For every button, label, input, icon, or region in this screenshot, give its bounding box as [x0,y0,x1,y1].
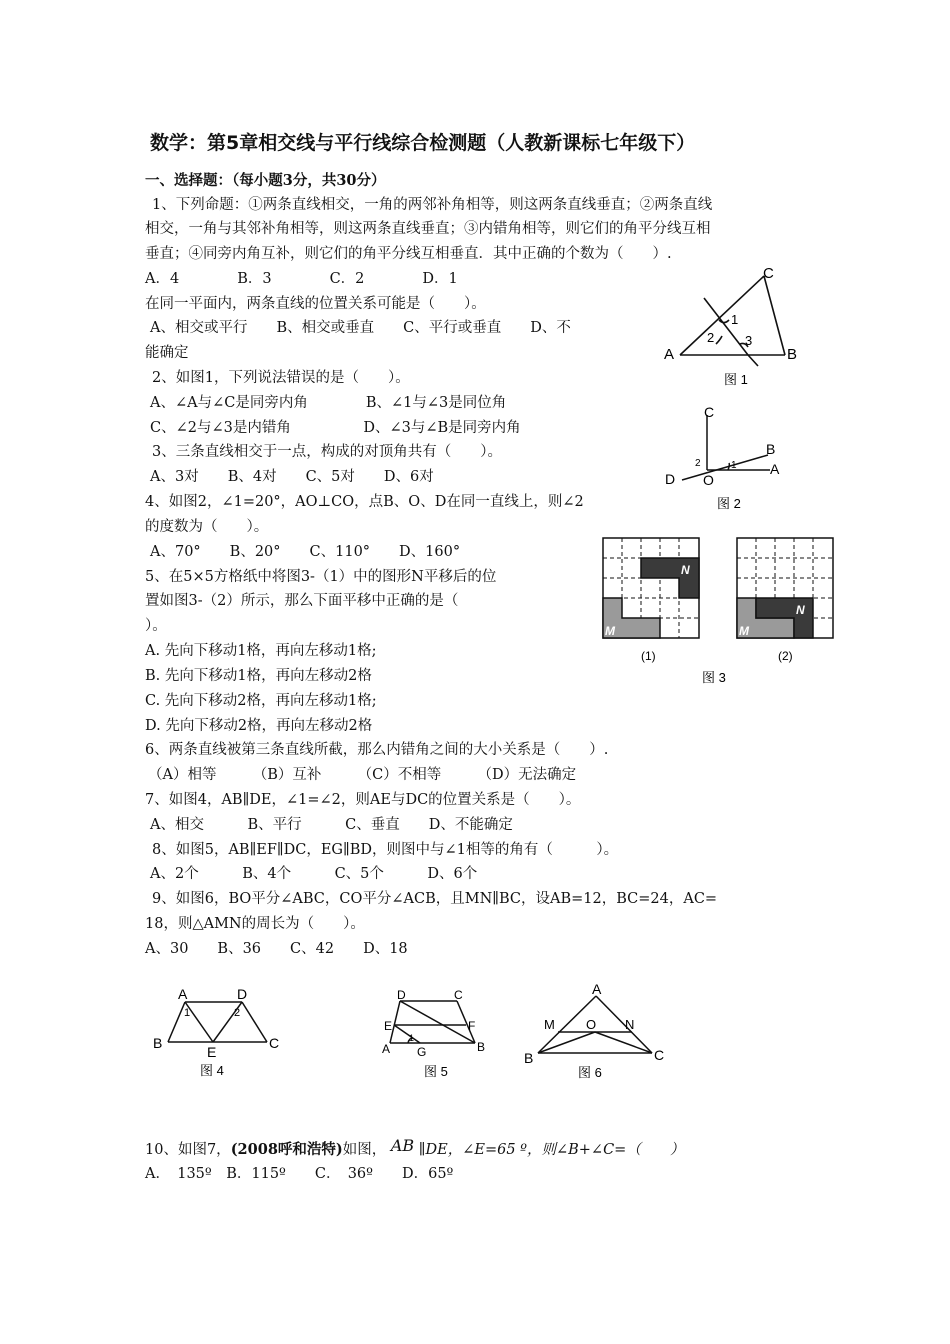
fig5-label: B [477,1040,486,1054]
fig5-label: A [382,1042,391,1056]
question-options: 能确定 [145,345,189,361]
question-line: 2、如图1，下列说法错误的是（ ）。 [152,370,410,386]
fig4-label: C [269,1035,280,1051]
question-line: 垂直；④同旁内角互补，则它们的角平分线互相垂直．其中正确的个数为（ ）. [145,246,672,262]
fig2-label: C [704,404,715,420]
figure-3 [595,532,845,687]
figure-caption: 图 6 [578,1065,602,1080]
fig1-label: A [664,346,675,363]
fig3-sub: (2) [778,649,793,663]
fig4-label: 2 [234,1007,241,1019]
q10-prefix: 10、如图7， [145,1142,231,1158]
figure-6 [520,978,670,1088]
fig6-label: M [544,1017,555,1032]
question-options: A、30 B、36 C、42 D、18 [145,941,408,957]
figure-4 [145,985,295,1085]
fig3-label: M [605,624,615,638]
figure-caption: 图 2 [717,496,741,511]
fig1-label: 1 [731,312,739,327]
q10-rest: ∥DE，∠E=65 º，则∠B+∠C=（ ） [418,1142,685,1158]
fig1-label: C [763,265,774,282]
question-options: C. 先向下移动2格，再向左移动1格; [145,693,377,709]
question-line: 18，则△AMN的周长为（ ）。 [145,916,365,932]
question-line: 4、如图2，∠1=20°，AO⊥CO，点B、O、D在同一直线上，则∠2 [145,494,584,510]
fig6-label: N [625,1017,635,1032]
q10-ab: AB [390,1136,415,1155]
fig2-label: 2 [695,458,701,469]
question-line: 在同一平面内，两条直线的位置关系可能是（ ）。 [145,296,486,312]
fig2-label: A [770,461,780,477]
fig4-label: E [207,1044,217,1060]
fig6-label: O [586,1017,597,1032]
question-options: A、70° B、20° C、110° D、160° [150,544,461,560]
question-line: 3、三条直线相交于一点，构成的对顶角共有（ ）。 [152,444,502,460]
section-heading: 一、选择题：（每小题3分，共30分） [145,172,386,189]
figure-2 [660,400,800,515]
q10-middle: 如图， [342,1142,387,1158]
fig5-label: D [397,988,406,1002]
question-options: A、∠A与∠C是同旁内角 B、∠1与∠3是同位角 [150,395,507,411]
question-line: ）。 [145,618,167,634]
question-line: 5、在5×5方格纸中将图3-（1）中的图形N平移后的位 [145,569,497,585]
question-line: 的度数为（ ）。 [145,519,269,535]
q10-source: (2008呼和浩特) [230,1141,343,1158]
fig3-sub: (1) [641,649,656,663]
question-line: 相交，一角与其邻补角相等，则这两条直线垂直；③内错角相等，则它们的角平分线互相 [145,221,711,237]
fig4-label: A [178,986,188,1002]
question-line: 9、如图6，BO平分∠ABC，CO平分∠ACB，且MN∥BC，设AB=12，BC=24，AC= [152,891,718,907]
fig1-label: 3 [745,333,753,348]
fig5-label: E [384,1019,393,1033]
figure-5 [380,985,500,1085]
question-line: 6、两条直线被第三条直线所截，那么内错角之间的大小关系是（ ）. [145,742,609,758]
question-line: 1、下列命题：①两条直线相交，一角的两邻补角相等，则这两条直线垂直；②两条直线 [152,197,713,213]
question-options: A． 135º B．115º C． 36º D．65º [145,1166,454,1182]
question-10 [145,1136,685,1160]
question-options: A、相交 B、平行 C、垂直 D、不能确定 [150,817,513,833]
question-options: C、∠2与∠3是内错角 D、∠3与∠B是同旁内角 [150,420,521,436]
fig5-label: G [417,1045,427,1059]
fig5-label: 1 [409,1033,415,1043]
fig2-label: O [703,472,714,488]
question-options: A、3对 B、4对 C、5对 D、6对 [150,469,434,485]
fig2-label: B [766,441,776,457]
question-options: （A）相等 （B）互补 （C）不相等 （D）无法确定 [148,767,577,783]
question-options: B. 先向下移动1格，再向左移动2格 [145,668,372,684]
fig6-label: A [592,981,602,997]
question-options: A．4 B．3 C．2 D．1 [145,271,458,287]
fig4-label: B [153,1035,163,1051]
question-options: A、2个 B、4个 C、5个 D、6个 [150,866,478,882]
figure-caption: 图 1 [724,372,748,387]
fig5-label: F [468,1019,476,1033]
figure-caption: 图 3 [702,670,726,685]
question-options: A、相交或平行 B、相交或垂直 C、平行或垂直 D、不 [150,320,571,336]
fig3-label: N [796,603,805,617]
question-options: A. 先向下移动1格，再向左移动1格; [145,643,377,659]
fig2-label: 1 [731,460,737,471]
figure-1 [660,262,810,392]
grid-1 [603,538,699,638]
grid-2 [737,538,833,638]
page-title: 数学：第5章相交线与平行线综合检测题（人教新课标七年级下） [150,132,696,154]
question-line: 置如图3-（2）所示，那么下面平移中正确的是（ [145,593,459,609]
question-line: 7、如图4，AB∥DE，∠1=∠2，则AE与DC的位置关系是（ ）。 [145,792,581,808]
fig4-label: 1 [184,1007,191,1019]
fig6-label: C [654,1047,665,1063]
question-line: 8、如图5，AB∥EF∥DC，EG∥BD，则图中与∠1相等的角有（ ）。 [152,842,619,858]
fig6-label: B [524,1050,534,1066]
fig1-label: 2 [707,330,715,345]
fig3-label: N [681,563,690,577]
fig3-label: M [739,624,749,638]
question-options: D. 先向下移动2格，再向左移动2格 [145,718,373,734]
figure-caption: 图 4 [200,1063,224,1078]
fig4-label: D [237,986,248,1002]
fig1-label: B [787,346,798,363]
fig5-label: C [454,988,463,1002]
fig2-label: D [665,471,676,487]
figure-caption: 图 5 [424,1064,448,1079]
